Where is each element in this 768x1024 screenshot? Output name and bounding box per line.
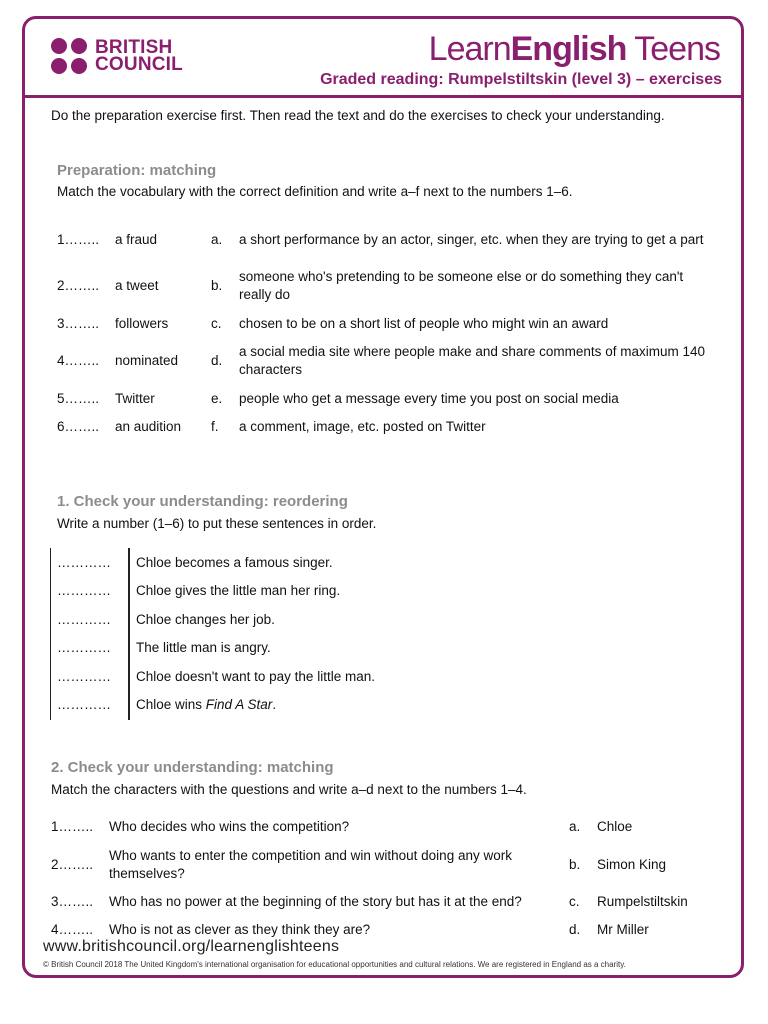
- logo-line-1: BRITISH: [95, 37, 173, 58]
- definition-text: people who get a message every time you post on social media: [239, 391, 619, 406]
- character-name: Chloe: [597, 819, 633, 834]
- intro-text: Do the preparation exercise first. Then read the text and do the exercises to check your understanding.: [51, 108, 665, 123]
- vocab-row: [57, 343, 717, 379]
- answer-blank[interactable]: 1……..: [57, 232, 100, 247]
- order-blank[interactable]: …………: [57, 611, 111, 627]
- order-blank[interactable]: …………: [57, 583, 111, 598]
- header-divider: [22, 95, 744, 98]
- definition-text: chosen to be on a short list of people who might win an award: [239, 316, 609, 331]
- character-name: Mr Miller: [597, 922, 649, 937]
- definition-text: a social media site where people make and share comments of maximum 140 characters: [239, 344, 705, 377]
- vocab-row: [57, 418, 717, 436]
- character-name: Rumpelstiltskin: [597, 894, 688, 909]
- order-blank[interactable]: …………: [57, 668, 111, 684]
- order-blank[interactable]: …………: [57, 554, 111, 570]
- question-text: Who is not as clever as they think they are?: [109, 922, 371, 937]
- reordering-instruction: Write a number (1–6) to put these sentences in order.: [57, 516, 377, 531]
- definition-text: someone who's pretending to be someone else or do something they can't really do: [239, 269, 684, 302]
- vocab-row: [57, 390, 717, 408]
- definition-text: a comment, image, etc. posted on Twitter: [239, 419, 486, 434]
- vocab-row: [57, 315, 717, 333]
- footer-copyright: © British Council 2018 The United Kingdom's international organisation for educational opportunities and cultural relations. We are registered in England as a charity.: [43, 960, 626, 969]
- sentence-text: Chloe becomes a famous singer.: [136, 554, 333, 570]
- answer-blank[interactable]: 6……..: [57, 419, 100, 434]
- reordering-title: 1. Check your understanding: reordering: [57, 493, 348, 510]
- definition-letter: f.: [211, 419, 219, 434]
- definition-letter: b.: [211, 278, 223, 293]
- sentence-text: Chloe changes her job.: [136, 611, 275, 627]
- character-letter: c.: [569, 894, 580, 909]
- character-letter: b.: [569, 857, 581, 872]
- logo-line-2: COUNCIL: [95, 54, 183, 75]
- question-text: Who has no power at the beginning of the story but has it at the end?: [109, 894, 522, 909]
- table-divider: [128, 548, 130, 720]
- question-text: Who wants to enter the competition and win without doing any work themselves?: [109, 848, 512, 881]
- matching-row: [51, 818, 731, 836]
- reordering-table: [50, 548, 451, 720]
- vocab-word: a fraud: [115, 232, 158, 247]
- reorder-row: [51, 610, 275, 628]
- matching-row: [51, 893, 731, 911]
- reorder-row: [51, 696, 276, 714]
- order-blank[interactable]: …………: [57, 697, 111, 712]
- answer-blank[interactable]: 1……..: [51, 819, 94, 834]
- british-council-logo: [51, 38, 183, 74]
- answer-blank[interactable]: 5……..: [57, 391, 100, 406]
- preparation-title: Preparation: matching: [57, 162, 217, 179]
- answer-blank[interactable]: 4……..: [57, 353, 100, 368]
- answer-blank[interactable]: 3……..: [51, 894, 94, 909]
- sentence-text: Chloe gives the little man her ring.: [136, 583, 341, 598]
- matching-row: [51, 847, 731, 883]
- preparation-instruction: Match the vocabulary with the correct definition and write a–f next to the numbers 1–6.: [57, 184, 573, 199]
- vocab-word: a tweet: [115, 278, 159, 293]
- definition-letter: e.: [211, 391, 223, 406]
- definition-letter: d.: [211, 353, 223, 368]
- logo-dots-icon: [51, 38, 87, 74]
- question-text: Who decides who wins the competition?: [109, 819, 350, 834]
- vocab-word: nominated: [115, 353, 179, 368]
- answer-blank[interactable]: 2……..: [51, 857, 94, 872]
- learnenglish-teens-logo: LearnEnglish Teens: [428, 30, 720, 68]
- sentence-text: [129, 697, 276, 712]
- page-title: Graded reading: Rumpelstiltskin (level 3) – exercises: [320, 71, 722, 88]
- character-letter: a.: [569, 819, 581, 834]
- sentence-text-part: Chloe wins: [136, 697, 206, 712]
- answer-blank[interactable]: 4……..: [51, 922, 94, 937]
- reorder-row: [51, 582, 340, 600]
- matching-row: [51, 921, 731, 939]
- show-title: Find A Star: [205, 697, 273, 712]
- answer-blank[interactable]: 2……..: [57, 278, 100, 293]
- definition-text: a short performance by an actor, singer, etc. when they are trying to get a part: [239, 232, 704, 247]
- matching-title: 2. Check your understanding: matching: [51, 759, 334, 776]
- reorder-row: [51, 667, 375, 685]
- reorder-row: [51, 639, 271, 657]
- matching-instruction: Match the characters with the questions and write a–d next to the numbers 1–4.: [51, 782, 527, 797]
- vocab-word: Twitter: [115, 391, 155, 406]
- footer-url[interactable]: www.britishcouncil.org/learnenglishteens: [43, 938, 340, 955]
- definition-letter: c.: [211, 316, 222, 331]
- reorder-row: [51, 553, 333, 571]
- vocab-word: followers: [115, 316, 169, 331]
- vocab-word: an audition: [115, 419, 182, 434]
- order-blank[interactable]: …………: [57, 640, 111, 655]
- sentence-text: The little man is angry.: [136, 640, 271, 655]
- sentence-text-part: .: [272, 697, 277, 712]
- character-name: Simon King: [597, 857, 667, 872]
- vocab-row: [57, 268, 717, 304]
- definition-letter: a.: [211, 232, 223, 247]
- sentence-text: Chloe doesn't want to pay the little man.: [136, 668, 375, 684]
- answer-blank[interactable]: 3……..: [57, 316, 100, 331]
- vocab-row: [57, 222, 717, 258]
- character-letter: d.: [569, 922, 581, 937]
